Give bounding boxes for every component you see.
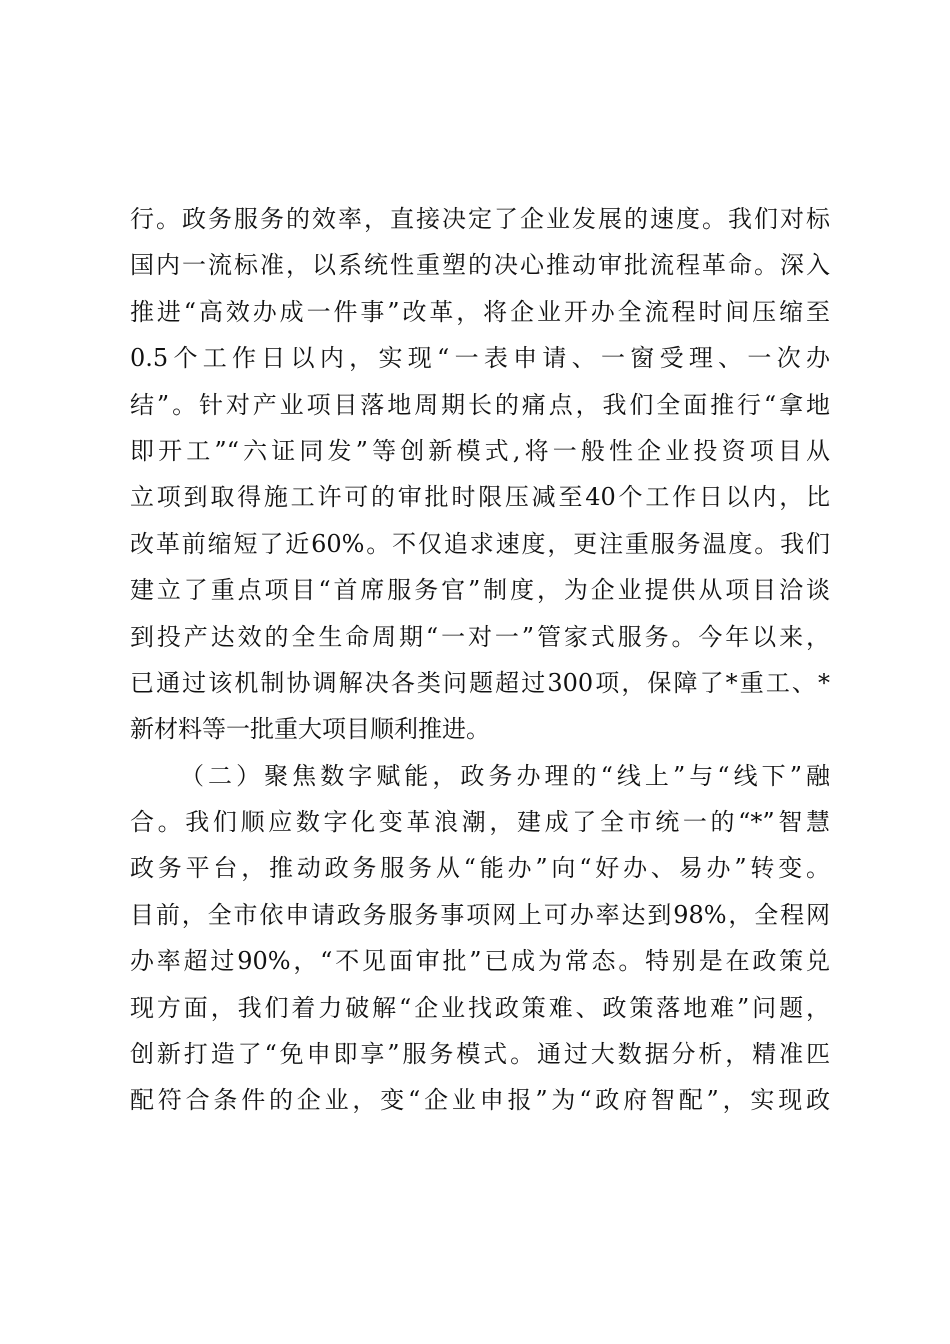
text-line: 推进“高效办成一件事”改革，将企业开办全流程时间压缩至 bbox=[130, 297, 830, 326]
text-line: 创新打造了“免申即享”服务模式。通过大数据分析，精准匹 bbox=[130, 1040, 830, 1069]
text-line: 现方面，我们着力破解“企业找政策难、政策落地难”问题， bbox=[130, 993, 830, 1022]
text-line: 即开工”“六证同发”等创新模式,将一般性企业投资项目从 bbox=[130, 436, 830, 465]
text-line: 合。我们顺应数字化变革浪潮，建成了全市统一的“*”智慧 bbox=[130, 808, 830, 837]
text-line: 目前，全市依申请政务服务事项网上可办率达到98%，全程网 bbox=[130, 900, 830, 929]
paragraph-last-line: 新材料等一批重大项目顺利推进。 bbox=[130, 715, 490, 744]
text-line: 办率超过90%，“不见面审批”已成为常态。特别是在政策兑 bbox=[130, 947, 830, 976]
text-line: 0.5个工作日以内，实现“一表申请、一窗受理、一次办 bbox=[130, 344, 830, 373]
text-line: 结”。针对产业项目落地周期长的痛点，我们全面推行“拿地 bbox=[130, 390, 830, 419]
text-line: 配符合条件的企业，变“企业申报”为“政府智配”，实现政 bbox=[130, 1086, 830, 1115]
text-line: 建立了重点项目“首席服务官”制度，为企业提供从项目洽谈 bbox=[130, 576, 830, 605]
text-line: 改革前缩短了近60%。不仅追求速度，更注重服务温度。我们 bbox=[130, 529, 830, 558]
body-text bbox=[130, 196, 830, 1124]
text-line: 行。政务服务的效率，直接决定了企业发展的速度。我们对标 bbox=[130, 205, 830, 233]
text-line: 政务平台，推动政务服务从“能办”向“好办、易办”转变。 bbox=[130, 854, 830, 883]
text-line: 立项到取得施工许可的审批时限压减至40个工作日以内，比 bbox=[130, 483, 830, 512]
text-line: 已通过该机制协调解决各类问题超过300项，保障了*重工、* bbox=[130, 668, 830, 697]
section-heading-line: （二）聚焦数字赋能，政务办理的“线上”与“线下”融 bbox=[180, 761, 830, 790]
text-line: 国内一流标准，以系统性重塑的决心推动审批流程革命。深入 bbox=[130, 251, 830, 280]
text-line: 到投产达效的全生命周期“一对一”管家式服务。今年以来， bbox=[130, 622, 830, 651]
